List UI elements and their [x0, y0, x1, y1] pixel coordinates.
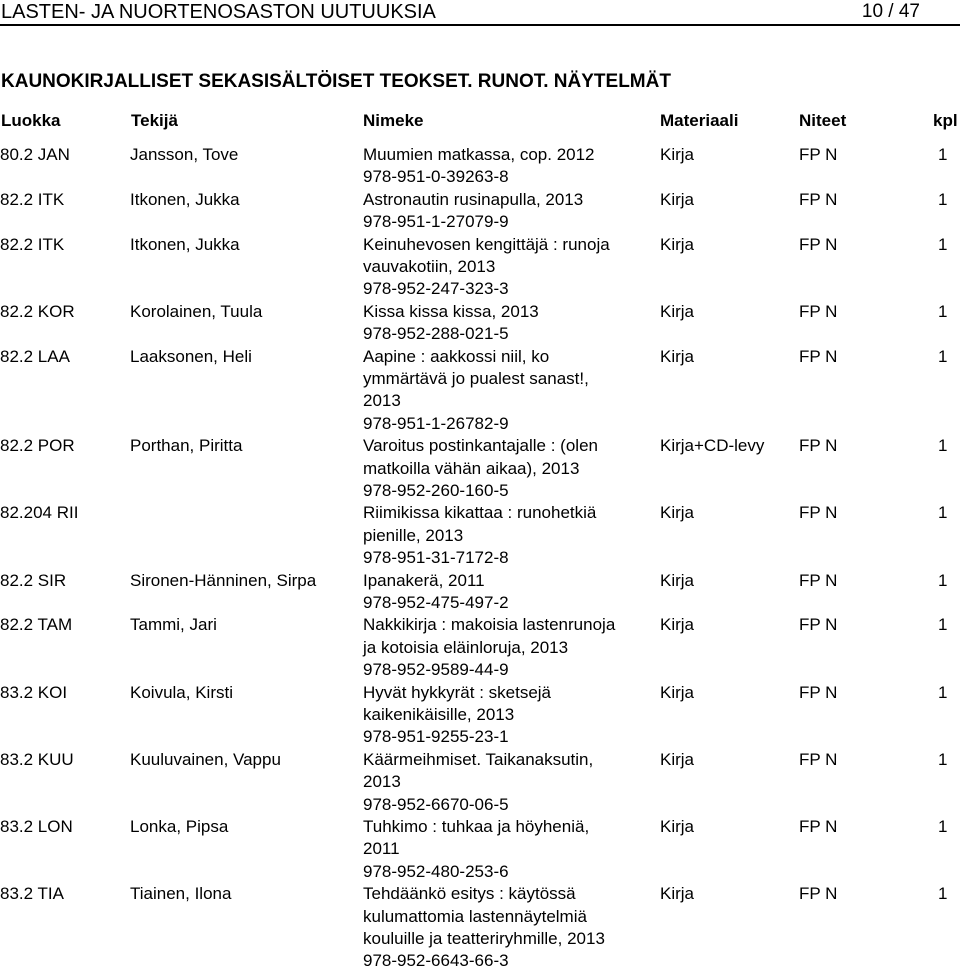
- record-author: Lonka, Pipsa: [130, 816, 229, 836]
- record-row: [0, 749, 960, 816]
- record-row: [0, 682, 960, 749]
- record-material: Kirja: [660, 682, 695, 702]
- record-title-line: 978-951-1-27079-9: [363, 212, 509, 232]
- record-author: Jansson, Tove: [130, 145, 239, 164]
- record-title: [363, 682, 663, 749]
- record-binding: FP N: [799, 234, 838, 254]
- record-binding: FP N: [799, 682, 838, 702]
- record-binding: FP N: [799, 615, 838, 635]
- record-class: 82.2 SIR: [0, 570, 67, 590]
- record-class: 83.2 KOI: [0, 682, 68, 702]
- record-title-line: Muumien matkassa, cop. 2012: [363, 145, 595, 164]
- record-author: Korolainen, Tuula: [130, 301, 263, 321]
- record-title-line: 978-952-247-323-3: [363, 279, 509, 299]
- record-count: 1: [938, 301, 948, 321]
- record-author: Porthan, Piritta: [130, 436, 243, 456]
- record-material: Kirja: [660, 145, 695, 164]
- record-title-line: Hyvät hykkyrät : sketsejä: [363, 682, 552, 702]
- record-class: 82.2 TAM: [0, 615, 73, 635]
- record-title-line: kulumattomia lastennäytelmiä: [363, 906, 587, 926]
- page-number: 10 / 47: [861, 1, 920, 22]
- record-title-line: Käärmeihmiset. Taikanaksutin,: [363, 749, 594, 769]
- record-row: [0, 301, 960, 346]
- page-header: [0, 0, 960, 26]
- record-class: 82.2 ITK: [0, 189, 65, 209]
- record-count: 1: [938, 189, 948, 209]
- record-title-line: 2013: [363, 772, 401, 792]
- record-count: 1: [938, 816, 948, 836]
- record-title-line: ymmärtävä jo pualest sanast!,: [363, 368, 589, 388]
- record-title-line: 978-951-31-7172-8: [363, 548, 509, 568]
- record-title: [363, 301, 663, 346]
- record-title-line: 978-952-480-253-6: [363, 861, 509, 881]
- record-title: [363, 346, 663, 436]
- record-title-line: 978-952-475-497-2: [363, 592, 509, 612]
- record-row: [0, 435, 960, 502]
- column-header-count: kpl: [933, 111, 958, 130]
- record-title-line: 2011: [363, 839, 400, 859]
- record-title-line: Ipanakerä, 2011: [363, 570, 485, 590]
- record-title: [363, 144, 663, 189]
- column-header-class: Luokka: [1, 111, 61, 130]
- record-title-line: 978-951-9255-23-1: [363, 727, 509, 747]
- record-class: 82.2 KOR: [0, 301, 75, 321]
- record-material: Kirja: [660, 301, 695, 321]
- record-title-line: 978-952-6670-06-5: [363, 794, 509, 814]
- record-material: Kirja: [660, 570, 695, 590]
- record-author: Sironen-Hänninen, Sirpa: [130, 570, 317, 590]
- record-count: 1: [938, 749, 948, 769]
- record-binding: FP N: [799, 301, 838, 321]
- record-title-line: 978-952-260-160-5: [363, 480, 509, 500]
- record-row: [0, 614, 960, 681]
- record-title-line: Riimikissa kikattaa : runohetkiä: [363, 503, 597, 523]
- record-title: [363, 570, 663, 615]
- record-title-line: matkoilla vähän aikaa), 2013: [363, 458, 580, 478]
- record-row: [0, 570, 960, 615]
- record-class: 83.2 TIA: [0, 884, 64, 904]
- record-title-line: 978-952-288-021-5: [363, 324, 509, 344]
- record-binding: FP N: [799, 145, 838, 164]
- record-title-line: 2013: [363, 391, 401, 411]
- record-binding: FP N: [799, 346, 838, 366]
- record-row: [0, 346, 960, 436]
- record-title-line: Tehdäänkö esitys : käytössä: [363, 884, 576, 904]
- record-title-line: ja kotoisia eläinloruja, 2013: [363, 637, 569, 657]
- record-material: Kirja: [660, 346, 695, 366]
- record-binding: FP N: [799, 570, 838, 590]
- column-headers: [0, 110, 960, 132]
- record-title-line: Tuhkimo : tuhkaa ja höyheniä,: [363, 816, 590, 836]
- record-title-line: Keinuhevosen kengittäjä : runoja: [363, 234, 610, 254]
- record-material: Kirja: [660, 234, 695, 254]
- record-title-line: Astronautin rusinapulla, 2013: [363, 189, 584, 209]
- record-title: [363, 614, 663, 681]
- record-list: [0, 144, 960, 973]
- record-author: Kuuluvainen, Vappu: [130, 749, 281, 769]
- record-count: 1: [938, 503, 948, 523]
- column-header-author: Tekijä: [131, 111, 178, 130]
- record-title-line: 978-952-6643-66-3: [363, 951, 509, 971]
- record-title-line: Varoitus postinkantajalle : (olen: [363, 436, 598, 456]
- column-header-title: Nimeke: [363, 111, 424, 130]
- record-material: Kirja: [660, 884, 695, 904]
- record-row: [0, 502, 960, 569]
- record-author: Tiainen, Ilona: [130, 884, 232, 904]
- record-binding: FP N: [799, 189, 838, 209]
- record-title-line: 978-952-9589-44-9: [363, 660, 509, 680]
- record-count: 1: [938, 570, 948, 590]
- record-material: Kirja: [660, 749, 695, 769]
- record-row: [0, 883, 960, 973]
- column-header-material: Materiaali: [660, 111, 739, 130]
- record-row: [0, 144, 960, 189]
- record-title: [363, 749, 663, 816]
- record-class: 83.2 KUU: [0, 749, 74, 769]
- record-binding: FP N: [799, 503, 838, 523]
- record-title-line: kouluille ja teatteriryhmille, 2013: [363, 928, 605, 948]
- record-title-line: Aapine : aakkossi niil, ko: [363, 346, 550, 366]
- record-title-line: vauvakotiin, 2013: [363, 257, 496, 276]
- record-author: Laaksonen, Heli: [130, 346, 252, 366]
- section-title: KAUNOKIRJALLISET SEKASISÄLTÖISET TEOKSET. RUNOT. NÄYTELMÄT: [1, 71, 671, 92]
- record-author: Tammi, Jari: [130, 615, 217, 635]
- record-class: 82.2 ITK: [0, 234, 65, 254]
- record-count: 1: [938, 615, 948, 635]
- record-row: [0, 234, 960, 301]
- record-binding: FP N: [799, 436, 838, 456]
- column-header-binding: Niteet: [799, 111, 847, 130]
- record-title-line: Nakkikirja : makoisia lastenrunoja: [363, 615, 616, 635]
- header-title: LASTEN- JA NUORTENOSASTON UUTUUKSIA: [1, 1, 436, 23]
- record-row: [0, 816, 960, 883]
- record-class: 82.204 RII: [0, 503, 79, 523]
- record-binding: FP N: [799, 884, 838, 904]
- record-material: Kirja: [660, 189, 695, 209]
- record-author: Itkonen, Jukka: [130, 234, 240, 254]
- record-count: 1: [938, 145, 948, 164]
- record-title-line: Kissa kissa kissa, 2013: [363, 301, 539, 321]
- record-count: 1: [938, 234, 948, 254]
- record-title-line: 978-951-1-26782-9: [363, 413, 509, 433]
- record-author: Itkonen, Jukka: [130, 189, 240, 209]
- record-class: 82.2 LAA: [0, 346, 70, 366]
- record-title-line: 978-951-0-39263-8: [363, 167, 509, 187]
- record-title: [363, 189, 663, 234]
- record-title-line: pienille, 2013: [363, 525, 464, 545]
- record-title: [363, 435, 663, 502]
- record-count: 1: [938, 682, 948, 702]
- record-count: 1: [938, 884, 948, 904]
- record-author: Koivula, Kirsti: [130, 682, 233, 702]
- record-class: 82.2 POR: [0, 436, 75, 456]
- record-title: [363, 883, 663, 973]
- record-title: [363, 816, 663, 883]
- record-row: [0, 189, 960, 234]
- record-title-line: kaikenikäisille, 2013: [363, 704, 515, 724]
- header-divider: [0, 24, 960, 26]
- record-binding: FP N: [799, 749, 838, 769]
- record-material: Kirja+CD-levy: [660, 436, 765, 456]
- record-title: [363, 234, 663, 301]
- record-title: [363, 502, 663, 569]
- record-material: Kirja: [660, 503, 695, 523]
- record-material: Kirja: [660, 615, 695, 635]
- record-count: 1: [938, 346, 948, 366]
- record-count: 1: [938, 436, 948, 456]
- record-class: 80.2 JAN: [0, 145, 70, 164]
- record-binding: FP N: [799, 816, 838, 836]
- record-class: 83.2 LON: [0, 816, 73, 836]
- record-material: Kirja: [660, 816, 695, 836]
